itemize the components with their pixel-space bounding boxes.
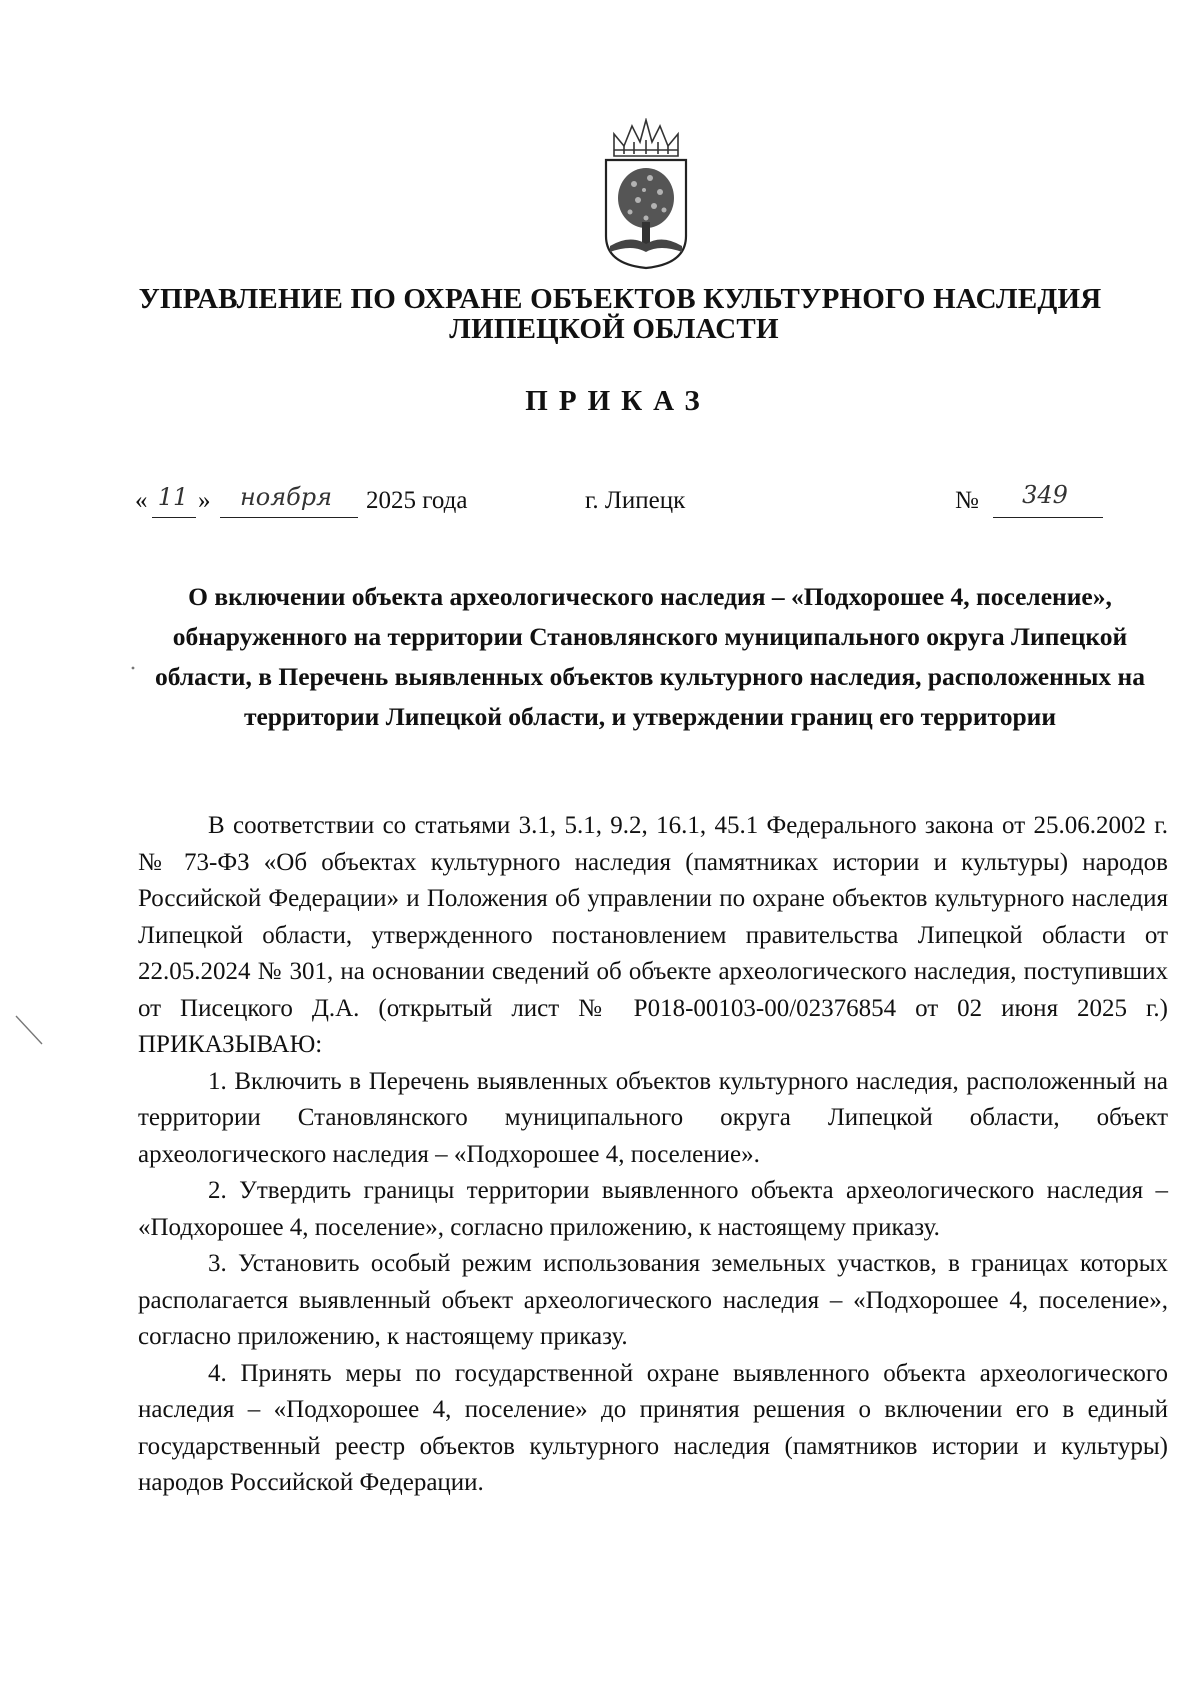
day-underline xyxy=(152,517,196,518)
scan-artifact-mark xyxy=(10,1010,50,1050)
document-type: ПРИКАЗ xyxy=(525,385,711,417)
scan-artifact-dot xyxy=(130,665,136,671)
number-underline xyxy=(993,517,1103,518)
date-open-quote: « xyxy=(135,487,148,514)
preamble-paragraph: В соответствии со статьями 3.1, 5.1, 9.2, 16.1, 45.1 Федерального закона от 25.06.2002 г. № 73-ФЗ «Об объектах культурного наследия (памятниках истории и культуры) народов Российской Федерации» и Положения об управлении по охране объектов культурного наследия Липецкой области, утвержденного постановлением правительства Липецкой области от 22.05.2024 № 301, на основании сведений об объекте археологического наследия, поступивших от Писецкого Д.А. (открытый лист № Р018-00103-00/02376854 от 02 июня 2025 г.) ПРИКАЗЫВАЮ: xyxy=(138,812,1168,1058)
number-sign: № xyxy=(955,487,979,514)
organization-name: УПРАВЛЕНИЕ ПО ОХРАНЕ ОБЪЕКТОВ КУЛЬТУРНОГО НАСЛЕДИЯ xyxy=(138,283,1102,315)
document-subject: О включении объекта археологического наследия – «Подхорошее 4, поселение», обнаруженного на территории Становлянского муниципального округа Липецкой области, в Перечень выявленных объектов культурного наследия, расположенных на территории Липецкой области, и утверждении границ его территории xyxy=(155,582,1145,731)
date-number-line xyxy=(0,481,1200,527)
order-item: 4. Принять меры по государственной охране выявленного объекта археологического наследия – «Подхорошее 4, поселение» до принятия решения о включении его в единый государственный реестр объектов культурного наследия (памятников истории и культуры) народов Российской Федерации. xyxy=(138,1359,1168,1496)
order-item: 3. Установить особый режим использования земельных участков, в границах которых располагается выявленный объект археологического наследия – «Подхорошее 4, поселение», согласно приложению, к настоящему приказу. xyxy=(138,1250,1168,1350)
document-number-handwritten: 349 xyxy=(1022,481,1068,509)
city: г. Липецк xyxy=(585,487,686,514)
order-item: 2. Утвердить границы территории выявленного объекта археологического наследия – «Подхорошее 4, поселение», согласно приложению, к настоящему приказу. xyxy=(138,1177,1168,1241)
date-month-handwritten: ноября xyxy=(239,483,333,511)
date-day-handwritten: 11 xyxy=(157,483,189,511)
coat-of-arms-icon xyxy=(600,118,692,270)
organization-region: ЛИПЕЦКОЙ ОБЛАСТИ xyxy=(449,313,779,345)
month-underline xyxy=(220,517,358,518)
document-body xyxy=(138,808,1168,1502)
date-close-quote: » xyxy=(198,487,211,514)
order-item: 1. Включить в Перечень выявленных объектов культурного наследия, расположенный на территории Становлянского муниципального округа Липецкой области, объект археологического наследия – «Подхорошее 4, поселение». xyxy=(138,1067,1168,1168)
date-year: 2025 года xyxy=(366,487,468,514)
